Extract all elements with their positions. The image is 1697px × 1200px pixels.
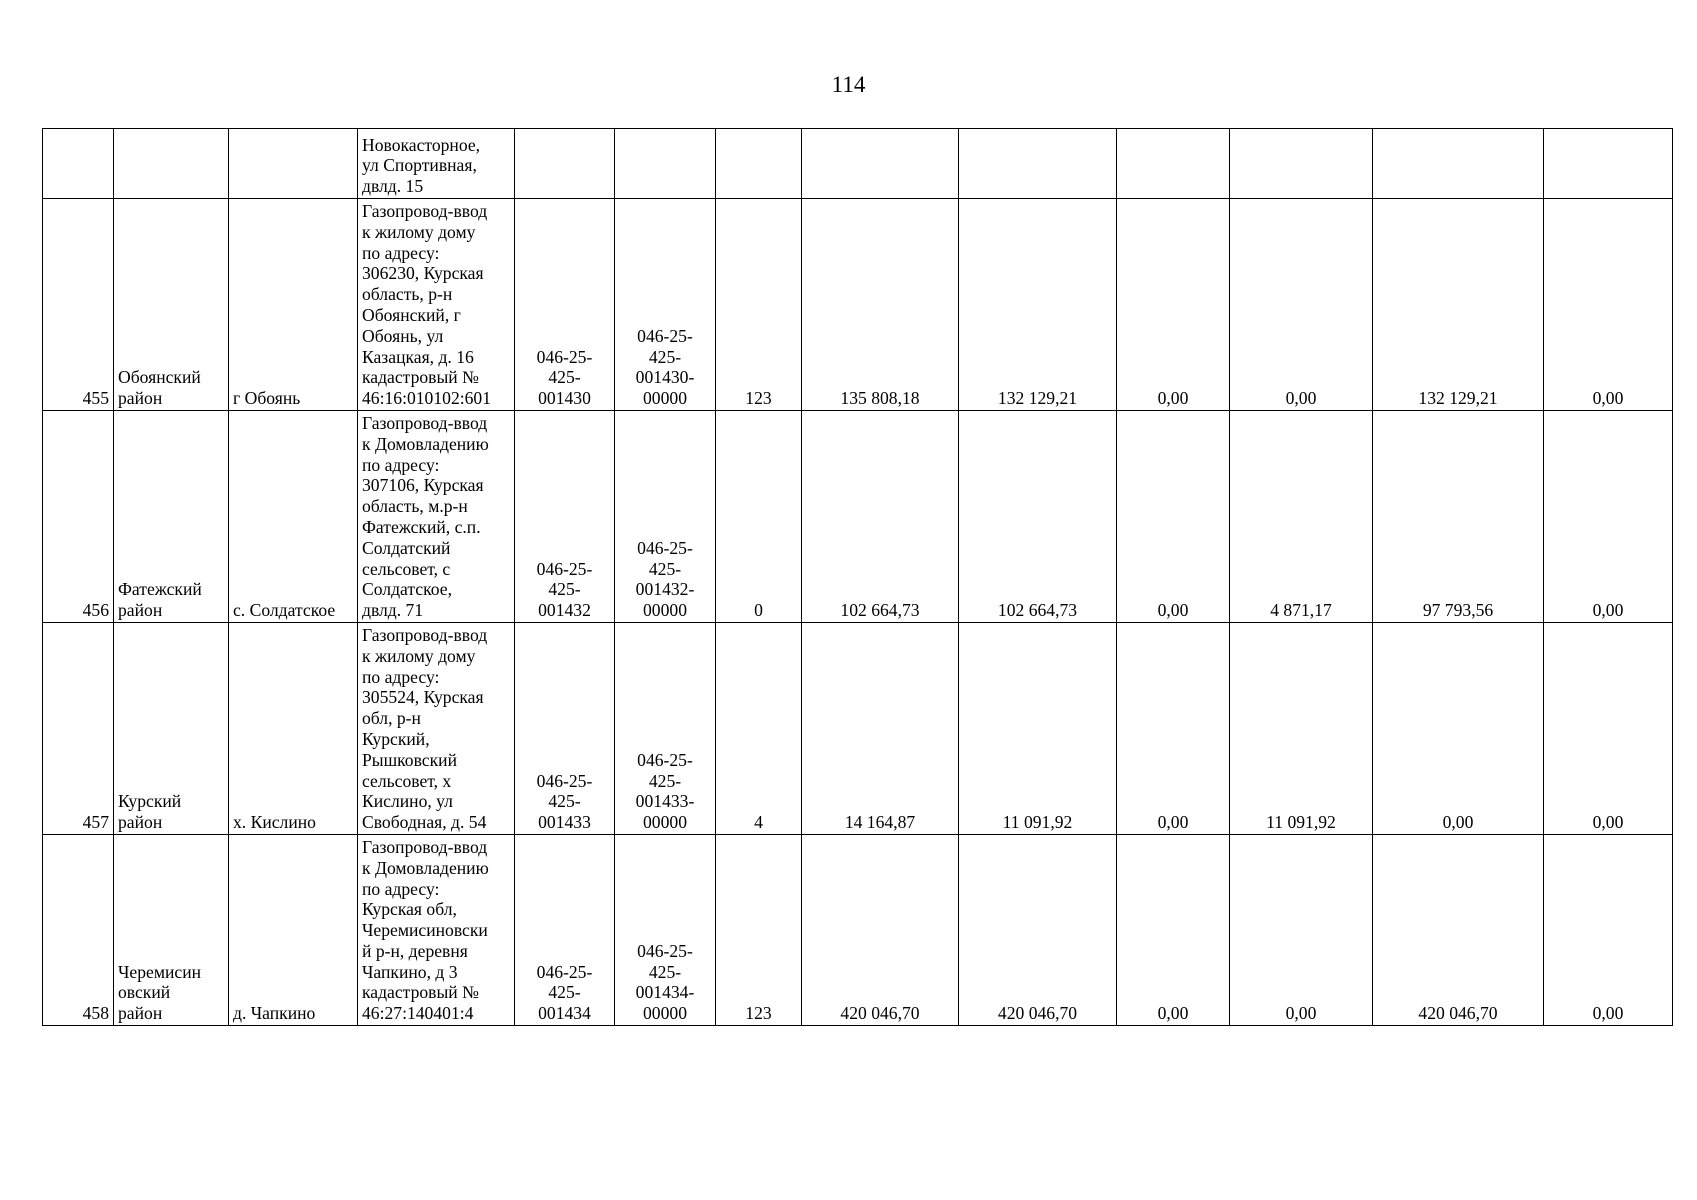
district-cell: Черемисин овский район: [114, 834, 229, 1025]
locality-cell: г Обоянь: [229, 199, 358, 411]
value-cell: 97 793,56: [1373, 410, 1544, 622]
value-cell: 11 091,92: [1230, 622, 1373, 834]
inventory-code-cell: 046-25- 425- 001434- 00000: [615, 834, 716, 1025]
row-number: 457: [43, 622, 114, 834]
value-cell: 4 871,17: [1230, 410, 1373, 622]
value-cell: 0,00: [1373, 622, 1544, 834]
table-row: [43, 410, 1673, 622]
locality-cell: х. Кислино: [229, 622, 358, 834]
value-cell: [1230, 129, 1373, 199]
locality-cell: с. Солдатское: [229, 410, 358, 622]
value-cell: [1117, 129, 1230, 199]
quantity-cell: 123: [716, 199, 802, 411]
district-cell: Фатежский район: [114, 410, 229, 622]
code-cell: 046-25- 425- 001433: [515, 622, 615, 834]
table-row: [43, 129, 1673, 199]
description-cell: Газопровод-ввод к Домовладению по адресу: 307106, Курская область, м.р-н Фатежский, с.п. Солдатский сельсовет, с Солдатское, двлд. 71: [358, 410, 515, 622]
row-number: 456: [43, 410, 114, 622]
value-cell: 14 164,87: [802, 622, 959, 834]
code-cell: 046-25- 425- 001434: [515, 834, 615, 1025]
value-cell: 132 129,21: [1373, 199, 1544, 411]
quantity-cell: [716, 129, 802, 199]
table-body: [43, 129, 1673, 1026]
value-cell: 11 091,92: [959, 622, 1117, 834]
asset-table: [42, 128, 1673, 1026]
value-cell: 135 808,18: [802, 199, 959, 411]
value-cell: 0,00: [1544, 410, 1673, 622]
value-cell: 420 046,70: [1373, 834, 1544, 1025]
code-cell: 046-25- 425- 001430: [515, 199, 615, 411]
value-cell: 102 664,73: [802, 410, 959, 622]
table-row: [43, 199, 1673, 411]
description-cell: Газопровод-ввод к жилому дому по адресу: 306230, Курская область, р-н Обоянский, г Обоянь, ул Казацкая, д. 16 кадастровый № 46:16:010102:601: [358, 199, 515, 411]
page-number: 114: [831, 72, 866, 97]
value-cell: 0,00: [1544, 834, 1673, 1025]
row-number: 458: [43, 834, 114, 1025]
quantity-cell: 123: [716, 834, 802, 1025]
locality-cell: [229, 129, 358, 199]
inventory-code-cell: [615, 129, 716, 199]
locality-cell: д. Чапкино: [229, 834, 358, 1025]
value-cell: 420 046,70: [802, 834, 959, 1025]
value-cell: 420 046,70: [959, 834, 1117, 1025]
district-cell: [114, 129, 229, 199]
value-cell: 0,00: [1544, 199, 1673, 411]
code-cell: [515, 129, 615, 199]
value-cell: [1373, 129, 1544, 199]
table-row: [43, 834, 1673, 1025]
table-row: [43, 622, 1673, 834]
inventory-code-cell: 046-25- 425- 001430- 00000: [615, 199, 716, 411]
district-cell: Обоянский район: [114, 199, 229, 411]
value-cell: 0,00: [1230, 834, 1373, 1025]
row-number: 455: [43, 199, 114, 411]
value-cell: 0,00: [1544, 622, 1673, 834]
description-cell: Газопровод-ввод к Домовладению по адресу: Курская обл, Черемисиновски й р-н, деревня Чапкино, д 3 кадастровый № 46:27:140401:4: [358, 834, 515, 1025]
quantity-cell: 0: [716, 410, 802, 622]
value-cell: 0,00: [1117, 622, 1230, 834]
value-cell: [802, 129, 959, 199]
value-cell: 0,00: [1117, 199, 1230, 411]
row-number: [43, 129, 114, 199]
inventory-code-cell: 046-25- 425- 001432- 00000: [615, 410, 716, 622]
district-cell: Курский район: [114, 622, 229, 834]
value-cell: 132 129,21: [959, 199, 1117, 411]
description-cell: Новокасторное, ул Спортивная, двлд. 15: [358, 129, 515, 199]
value-cell: 0,00: [1117, 410, 1230, 622]
value-cell: 0,00: [1230, 199, 1373, 411]
description-cell: Газопровод-ввод к жилому дому по адресу: 305524, Курская обл, р-н Курский, Рышковский сельсовет, х Кислино, ул Свободная, д. 54: [358, 622, 515, 834]
code-cell: 046-25- 425- 001432: [515, 410, 615, 622]
value-cell: 102 664,73: [959, 410, 1117, 622]
value-cell: [959, 129, 1117, 199]
quantity-cell: 4: [716, 622, 802, 834]
value-cell: 0,00: [1117, 834, 1230, 1025]
value-cell: [1544, 129, 1673, 199]
inventory-code-cell: 046-25- 425- 001433- 00000: [615, 622, 716, 834]
